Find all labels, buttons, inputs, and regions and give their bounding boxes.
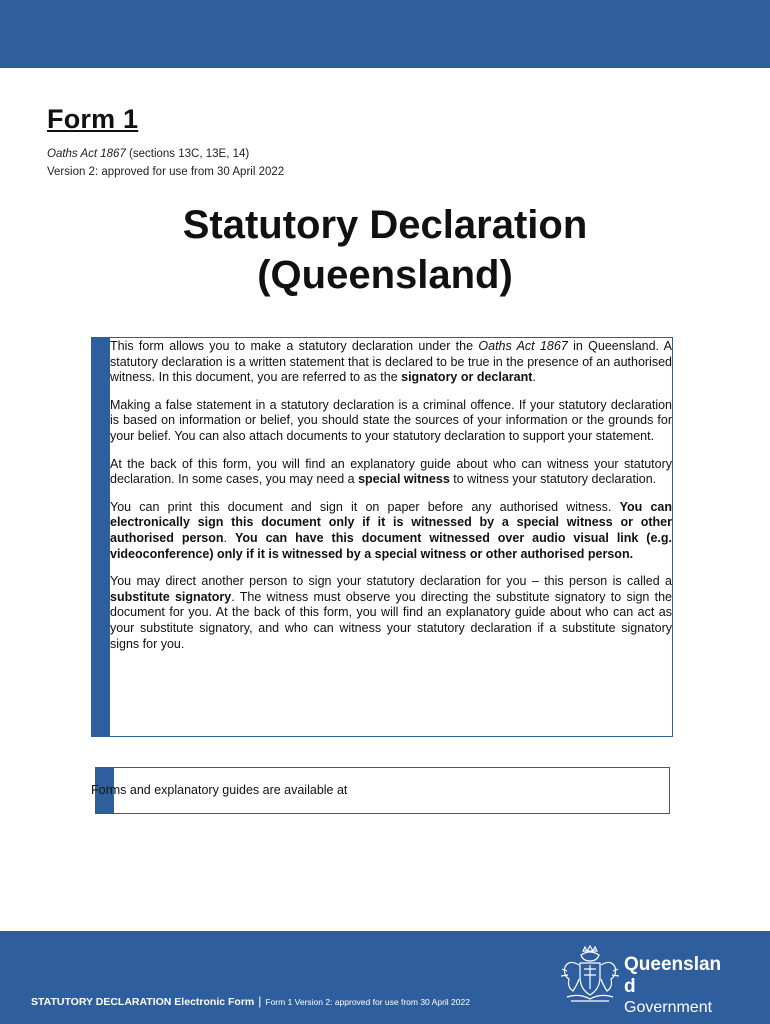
info-paragraph-5 bbox=[110, 574, 672, 652]
info-paragraph-1 bbox=[110, 339, 672, 386]
p1-text-a: This form allows you to make a statutory declaration under the bbox=[110, 339, 479, 353]
p5-bold: substitute signatory bbox=[110, 589, 232, 604]
page-title bbox=[0, 200, 770, 300]
info-paragraph-3 bbox=[110, 457, 672, 488]
availability-text: Forms and explanatory guides are available at bbox=[91, 783, 348, 797]
footer-org-name: Queensland bbox=[624, 954, 722, 997]
info-accent-bar bbox=[92, 338, 110, 736]
info-paragraph-2: Making a false statement in a statutory declaration is a criminal offence. If your statutory declaration is based on information or belief, you should state the sources of your information or the grounds for your belief. You can also attach documents to your statutory declaration to support your statement. bbox=[110, 397, 672, 443]
act-title: Oaths Act 1867 bbox=[47, 148, 126, 160]
p4-text-a: You can print this document and sign it on paper before any authorised witness. bbox=[110, 499, 620, 514]
p4-text-b: . bbox=[223, 530, 235, 545]
footer bbox=[0, 931, 770, 1024]
form-number: Form 1 bbox=[47, 104, 139, 134]
footer-form-name: STATUTORY DECLARATION Electronic Form bbox=[31, 996, 255, 1008]
header-band bbox=[0, 0, 770, 68]
title-line-1: Statutory Declaration bbox=[182, 203, 588, 247]
act-reference bbox=[47, 148, 249, 160]
p4-bold-1: You can electronically sign this document only if it is witnessed by a special witness or other authorised person bbox=[110, 499, 672, 545]
p3-text-a: At the back of this form, you will find an explanatory guide about who can witness your statutory declaration. In some cases, you may need a bbox=[110, 456, 672, 487]
info-text bbox=[110, 339, 672, 664]
info-box bbox=[91, 337, 673, 737]
title-line-2: (Queensland) bbox=[257, 253, 513, 297]
info-paragraph-4 bbox=[110, 500, 672, 562]
p5-text-a: You may direct another person to sign your statutory declaration for you – this person is called a bbox=[110, 574, 672, 589]
p1-bold: signatory or declarant bbox=[401, 370, 533, 385]
footer-separator: | bbox=[258, 994, 262, 1008]
footer-form-info bbox=[31, 994, 470, 1008]
p1-text-b: in Queensland. A statutory declaration is a written statement that is declared to be true in the presence of an authorised witness. In this document, you are referred to as the bbox=[110, 339, 672, 385]
p3-text-b: to witness your statutory declaration. bbox=[449, 472, 657, 487]
p1-text-c: . bbox=[532, 370, 536, 385]
p1-act-title: Oaths Act 1867 bbox=[478, 339, 568, 353]
act-sections: (sections 13C, 13E, 14) bbox=[125, 148, 250, 160]
footer-org-sub: Government bbox=[624, 999, 713, 1016]
p5-text-b: . The witness must observe you directing the substitute signatory to sign the document for you. At the back of this form, you will find an explanatory guide about who can act as your substitute signatory, and who can witness your statutory declaration if a substitute signatory signs for you. bbox=[110, 589, 673, 651]
queensland-coat-of-arms-icon bbox=[559, 945, 621, 1003]
footer-version: Form 1 Version 2: approved for use from 30 April 2022 bbox=[265, 997, 470, 1007]
form-version: Version 2: approved for use from 30 April 2022 bbox=[47, 166, 285, 178]
p4-bold-2: You can have this document witnessed over audio visual link (e.g. videoconference) only if it is witnessed by a special witness or other authorised person. bbox=[110, 530, 672, 561]
p3-bold: special witness bbox=[358, 472, 450, 487]
